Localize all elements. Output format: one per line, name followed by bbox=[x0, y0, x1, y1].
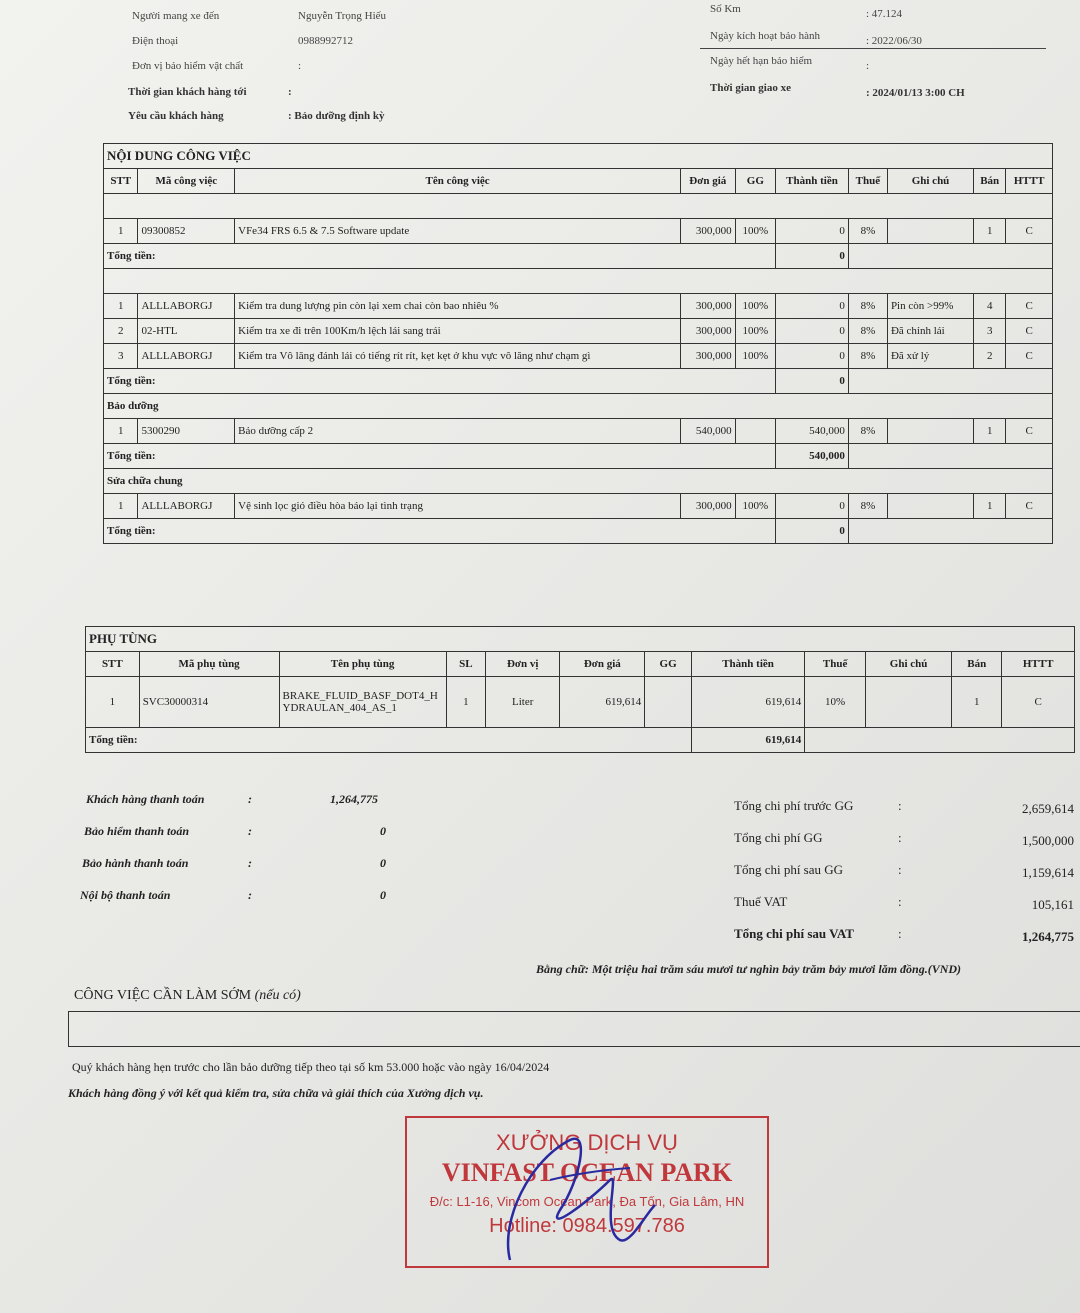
work-group-row bbox=[104, 469, 1053, 494]
work-col-header: Tên công việc bbox=[235, 169, 681, 194]
work-cell-pay: C bbox=[1006, 494, 1053, 519]
total-label: Thuế VAT bbox=[734, 894, 788, 909]
table-row bbox=[104, 344, 1053, 369]
total-label: Tổng chi phí sau GG bbox=[734, 862, 844, 877]
work-group-name: Sửa chữa chung bbox=[104, 469, 1053, 494]
payment-label: Khách hàng thanh toán bbox=[86, 792, 205, 806]
header-value: : bbox=[298, 60, 302, 72]
stamp-line4: Hotline: 0984.597.786 bbox=[489, 1215, 685, 1237]
table-row bbox=[104, 419, 1053, 444]
total-colon: : bbox=[898, 894, 902, 909]
work-col-header: STT bbox=[104, 169, 138, 194]
work-col-header: GG bbox=[735, 169, 776, 194]
signature-icon bbox=[470, 1120, 670, 1280]
work-total-row bbox=[104, 519, 1053, 544]
work-cell-tax: 8% bbox=[848, 419, 887, 444]
work-cell-name: Kiểm tra Vô lăng đánh lái có tiếng rít rít, kẹt kẹt ở khu vực vô lăng như chạm gì bbox=[235, 344, 681, 369]
work-cell-qty: 1 bbox=[974, 419, 1006, 444]
table-row bbox=[104, 319, 1053, 344]
followup-reminder: Quý khách hàng hẹn trước cho lần bảo dưỡng tiếp theo tại số km 53.000 hoặc vào ngày 16/04/2024 bbox=[72, 1060, 550, 1074]
work-cell-tax: 8% bbox=[848, 294, 887, 319]
header-label: Người mang xe đến bbox=[132, 10, 220, 22]
payment-value: 1,264,775 bbox=[330, 792, 378, 806]
work-col-header: Đơn giá bbox=[681, 169, 736, 194]
work-cell-code: ALLLABORGJ bbox=[138, 494, 235, 519]
header-value: 0988992712 bbox=[298, 35, 353, 47]
work-total-value: 0 bbox=[776, 369, 849, 394]
parts-cell-code: SVC30000314 bbox=[139, 677, 279, 728]
work-cell-code: ALLLABORGJ bbox=[138, 294, 235, 319]
work-cell-stt: 1 bbox=[104, 419, 138, 444]
parts-total-label: Tổng tiền: bbox=[86, 728, 692, 753]
work-col-header: HTTT bbox=[1006, 169, 1053, 194]
parts-cell-price: 619,614 bbox=[560, 677, 645, 728]
work-group-row bbox=[104, 394, 1053, 419]
work-total-value: 0 bbox=[776, 519, 849, 544]
parts-col-header: Thành tiền bbox=[691, 652, 804, 677]
work-cell-name: VFe34 FRS 6.5 & 7.5 Software update bbox=[235, 219, 681, 244]
work-total-row bbox=[104, 244, 1053, 269]
amount-in-words: Bằng chữ: Một triệu hai trăm sáu mươi tư nghìn bảy trăm bảy mươi lăm đồng.(VND) bbox=[536, 962, 962, 976]
header-label: Đơn vị bảo hiểm vật chất bbox=[132, 60, 244, 72]
work-cell-gg: 100% bbox=[735, 494, 776, 519]
parts-col-header: SL bbox=[446, 652, 486, 677]
parts-body bbox=[86, 677, 1075, 753]
header-label: Yêu cầu khách hàng bbox=[128, 110, 224, 122]
header-value: Nguyễn Trọng Hiếu bbox=[298, 10, 387, 22]
parts-col-header: GG bbox=[645, 652, 692, 677]
work-cell-amount: 0 bbox=[776, 344, 849, 369]
work-col-header: Thuế bbox=[848, 169, 887, 194]
total-value: 1,264,775 bbox=[1022, 929, 1074, 944]
payment-value: 0 bbox=[380, 888, 386, 902]
header-value: : 2022/06/30 bbox=[866, 35, 922, 47]
work-cell-code: 09300852 bbox=[138, 219, 235, 244]
header-value: : 2024/01/13 3:00 CH bbox=[866, 87, 965, 99]
followup-box bbox=[68, 1011, 1080, 1047]
table-row bbox=[86, 677, 1075, 728]
work-total-empty bbox=[848, 444, 1052, 469]
work-cell-stt: 1 bbox=[104, 294, 138, 319]
table-row bbox=[104, 219, 1053, 244]
parts-col-header: Tên phụ tùng bbox=[279, 652, 446, 677]
work-cell-pay: C bbox=[1006, 344, 1053, 369]
header-label: Thời gian giao xe bbox=[710, 82, 791, 94]
work-cell-amount: 0 bbox=[776, 294, 849, 319]
work-total-label: Tổng tiền: bbox=[104, 444, 776, 469]
work-cell-amount: 540,000 bbox=[776, 419, 849, 444]
work-body bbox=[104, 194, 1053, 544]
payment-label: Nội bộ thanh toán bbox=[80, 888, 171, 902]
work-header-row bbox=[104, 169, 1053, 194]
work-cell-stt: 2 bbox=[104, 319, 138, 344]
parts-col-header: HTTT bbox=[1002, 652, 1075, 677]
work-cell-gg: 100% bbox=[735, 344, 776, 369]
work-cell-tax: 8% bbox=[848, 219, 887, 244]
work-total-row bbox=[104, 369, 1053, 394]
parts-cell-sold: 1 bbox=[952, 677, 1002, 728]
work-cell-code: 5300290 bbox=[138, 419, 235, 444]
work-cell-price: 300,000 bbox=[681, 344, 736, 369]
work-group-row bbox=[104, 194, 1053, 219]
work-cell-stt: 3 bbox=[104, 344, 138, 369]
work-cell-stt: 1 bbox=[104, 219, 138, 244]
work-cell-pay: C bbox=[1006, 294, 1053, 319]
work-cell-name: Bảo dưỡng cấp 2 bbox=[235, 419, 681, 444]
parts-total-row bbox=[86, 728, 1075, 753]
payment-value: 0 bbox=[380, 824, 386, 838]
total-value: 1,159,614 bbox=[1022, 865, 1074, 880]
work-cell-tax: 8% bbox=[848, 319, 887, 344]
parts-col-header: Thuế bbox=[805, 652, 866, 677]
work-group-name: Bảo dưỡng bbox=[104, 394, 1053, 419]
stamp-line2: VINFAST OCEAN PARK bbox=[441, 1158, 733, 1187]
work-cell-note: Đã xử lý bbox=[887, 344, 973, 369]
parts-header-row bbox=[86, 652, 1075, 677]
followup-title: CÔNG VIỆC CẦN LÀM SỚM bbox=[74, 988, 252, 1003]
work-group-row bbox=[104, 269, 1053, 294]
work-total-value: 0 bbox=[776, 244, 849, 269]
parts-cell-amount: 619,614 bbox=[691, 677, 804, 728]
payment-colon: : bbox=[248, 824, 252, 838]
followup-title-note: (nếu có) bbox=[254, 988, 301, 1003]
work-total-label: Tổng tiền: bbox=[104, 519, 776, 544]
work-cell-pay: C bbox=[1006, 419, 1053, 444]
total-value: 105,161 bbox=[1031, 897, 1074, 912]
header-value: : 47.124 bbox=[866, 8, 903, 20]
parts-col-header: Ghi chú bbox=[866, 652, 952, 677]
work-cell-qty: 4 bbox=[974, 294, 1006, 319]
work-total-row bbox=[104, 444, 1053, 469]
payment-colon: : bbox=[248, 792, 252, 806]
work-total-empty bbox=[848, 369, 1052, 394]
work-cell-qty: 2 bbox=[974, 344, 1006, 369]
work-total-empty bbox=[848, 519, 1052, 544]
work-total-empty bbox=[848, 244, 1052, 269]
work-total-value: 540,000 bbox=[776, 444, 849, 469]
parts-col-header: STT bbox=[86, 652, 140, 677]
total-colon: : bbox=[898, 862, 902, 877]
parts-cell-name: BRAKE_FLUID_BASF_DOT4_HYDRAULAN_404_AS_1 bbox=[279, 677, 446, 728]
work-cell-name: Kiểm tra dung lượng pin còn lại xem chai còn bao nhiêu % bbox=[235, 294, 681, 319]
parts-col-header: Đơn vị bbox=[486, 652, 560, 677]
parts-cell-tax: 10% bbox=[805, 677, 866, 728]
work-cell-code: 02-HTL bbox=[138, 319, 235, 344]
total-colon: : bbox=[898, 798, 902, 813]
work-col-header: Ghi chú bbox=[887, 169, 973, 194]
parts-col-header: Mã phụ tùng bbox=[139, 652, 279, 677]
work-col-header: Mã công việc bbox=[138, 169, 235, 194]
work-cell-price: 300,000 bbox=[681, 294, 736, 319]
work-cell-price: 300,000 bbox=[681, 219, 736, 244]
parts-cell-pay: C bbox=[1002, 677, 1075, 728]
work-cell-tax: 8% bbox=[848, 494, 887, 519]
work-cell-gg bbox=[735, 419, 776, 444]
work-group-name bbox=[104, 269, 1053, 294]
stamp-line3: Đ/c: L1-16, Vincom Ocean Park, Đa Tốn, Gia Lâm, HN bbox=[429, 1194, 745, 1209]
work-cell-amount: 0 bbox=[776, 494, 849, 519]
header-label: Thời gian khách hàng tới bbox=[128, 86, 247, 98]
parts-col-header: Đơn giá bbox=[560, 652, 645, 677]
work-cell-qty: 1 bbox=[974, 219, 1006, 244]
header-label: Ngày kích hoạt bảo hành bbox=[710, 30, 820, 42]
work-cell-price: 300,000 bbox=[681, 319, 736, 344]
parts-table bbox=[85, 626, 1075, 753]
work-cell-gg: 100% bbox=[735, 219, 776, 244]
work-cell-note: Pin còn >99% bbox=[887, 294, 973, 319]
work-cell-tax: 8% bbox=[848, 344, 887, 369]
work-total-label: Tổng tiền: bbox=[104, 244, 776, 269]
header-label: Số Km bbox=[710, 3, 741, 15]
work-cell-note bbox=[887, 219, 973, 244]
total-value: 2,659,614 bbox=[1022, 801, 1074, 816]
parts-title: PHỤ TÙNG bbox=[86, 627, 1075, 652]
payment-label: Bảo hiểm thanh toán bbox=[84, 824, 190, 838]
work-cell-qty: 3 bbox=[974, 319, 1006, 344]
payment-value: 0 bbox=[380, 856, 386, 870]
work-col-header: Thành tiền bbox=[776, 169, 849, 194]
total-colon: : bbox=[898, 830, 902, 845]
payment-label: Bảo hành thanh toán bbox=[82, 856, 189, 870]
work-cell-stt: 1 bbox=[104, 494, 138, 519]
parts-col-header: Bán bbox=[952, 652, 1002, 677]
work-col-header: Bán bbox=[974, 169, 1006, 194]
parts-total-empty bbox=[805, 728, 1075, 753]
customer-agreement: Khách hàng đồng ý với kết quả kiểm tra, sửa chữa và giải thích của Xưởng dịch vụ. bbox=[68, 1086, 484, 1100]
parts-cell-unit: Liter bbox=[486, 677, 560, 728]
work-cell-note: Đã chỉnh lái bbox=[887, 319, 973, 344]
work-group-name bbox=[104, 194, 1053, 219]
header-label: Điện thoại bbox=[132, 35, 179, 47]
work-cell-note bbox=[887, 419, 973, 444]
total-value: 1,500,000 bbox=[1022, 833, 1074, 848]
work-cell-qty: 1 bbox=[974, 494, 1006, 519]
work-cell-gg: 100% bbox=[735, 319, 776, 344]
work-total-label: Tổng tiền: bbox=[104, 369, 776, 394]
work-cell-pay: C bbox=[1006, 319, 1053, 344]
stamp-line1: XƯỞNG DỊCH VỤ bbox=[496, 1130, 678, 1155]
header-value: : bbox=[866, 60, 870, 72]
work-cell-note bbox=[887, 494, 973, 519]
work-table bbox=[103, 143, 1053, 544]
work-cell-pay: C bbox=[1006, 219, 1053, 244]
work-cell-code: ALLLABORGJ bbox=[138, 344, 235, 369]
work-cell-amount: 0 bbox=[776, 319, 849, 344]
parts-cell-stt: 1 bbox=[86, 677, 140, 728]
payment-colon: : bbox=[248, 856, 252, 870]
work-cell-name: Vệ sinh lọc gió điều hòa báo lại tình trạng bbox=[235, 494, 681, 519]
total-colon: : bbox=[898, 926, 902, 941]
work-cell-amount: 0 bbox=[776, 219, 849, 244]
header-divider bbox=[700, 48, 1046, 49]
table-row bbox=[104, 494, 1053, 519]
total-label: Tổng chi phí sau VAT bbox=[734, 926, 854, 941]
parts-cell-gg bbox=[645, 677, 692, 728]
total-label: Tổng chi phí trước GG bbox=[734, 798, 854, 813]
parts-total-value: 619,614 bbox=[691, 728, 804, 753]
total-label: Tổng chi phí GG bbox=[734, 830, 823, 845]
parts-cell-note bbox=[866, 677, 952, 728]
followup-heading bbox=[74, 988, 301, 1004]
header-value: : bbox=[288, 86, 292, 98]
table-row bbox=[104, 294, 1053, 319]
work-cell-name: Kiểm tra xe đi trên 100Km/h lệch lái sang trái bbox=[235, 319, 681, 344]
header-value: : Bảo dưỡng định kỳ bbox=[288, 110, 385, 122]
parts-cell-qty: 1 bbox=[446, 677, 486, 728]
work-title: NỘI DUNG CÔNG VIỆC bbox=[104, 144, 1053, 169]
payment-colon: : bbox=[248, 888, 252, 902]
header-label: Ngày hết hạn bảo hiểm bbox=[710, 55, 813, 67]
work-cell-price: 300,000 bbox=[681, 494, 736, 519]
work-cell-price: 540,000 bbox=[681, 419, 736, 444]
work-cell-gg: 100% bbox=[735, 294, 776, 319]
